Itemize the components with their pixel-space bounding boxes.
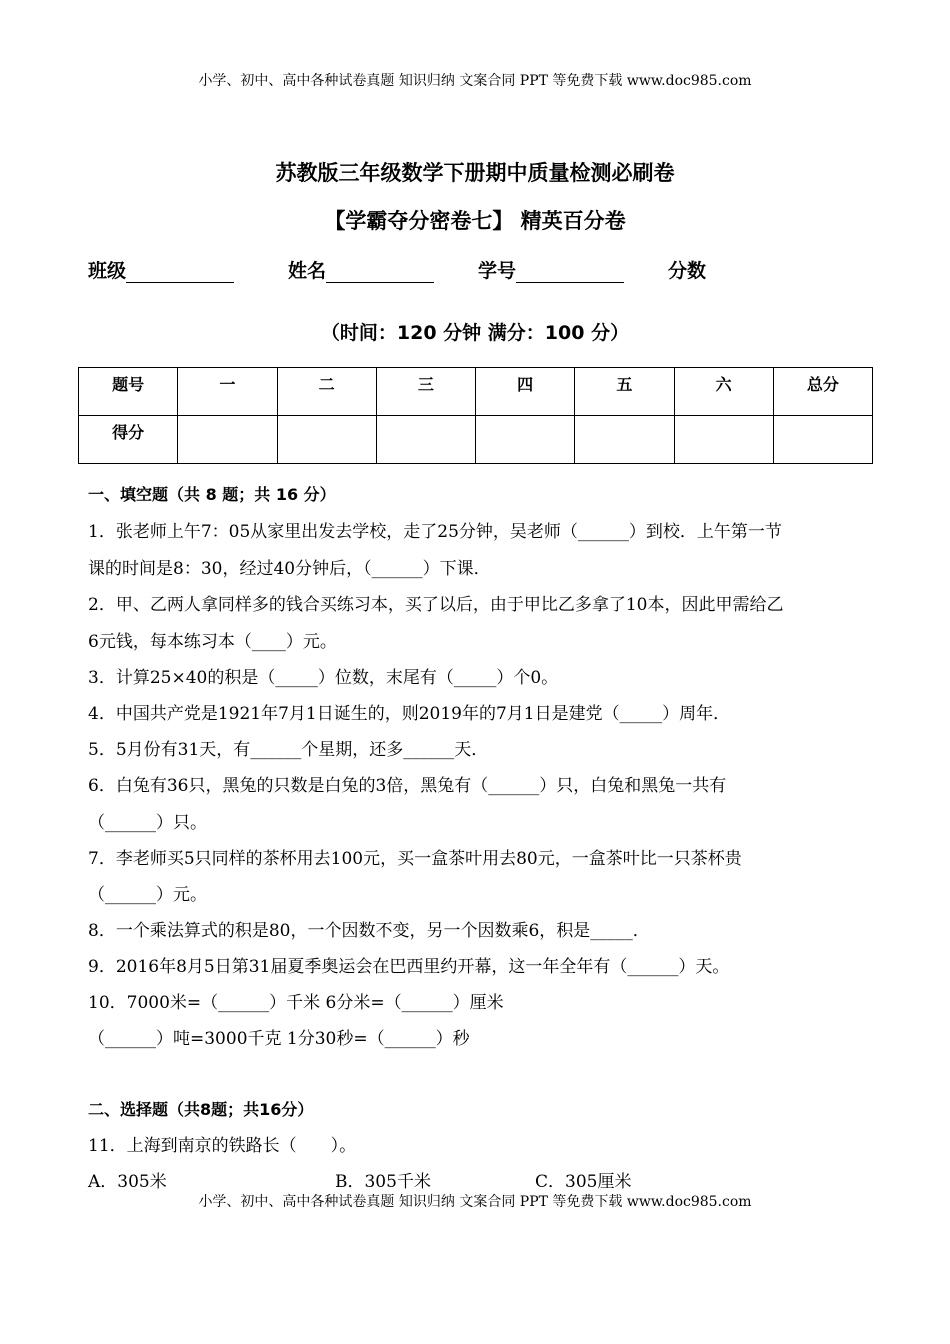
question-line: 1．张老师上午7：05从家里出发去学校，走了25分钟，吴老师（______）到校．上午第一节 [88,522,782,542]
question-line: 3．计算25×40的积是（_____）位数，末尾有（_____）个0。 [88,668,559,688]
table-header: 题号 [79,368,178,416]
question-line: （______）吨=3000千克 1分30秒=（______）秒 [88,1029,470,1049]
question-line: 课的时间是8：30，经过40分钟后，（______）下课． [88,559,491,579]
question-line: 10．7000米=（______）千米 6分米=（______）厘米 [88,993,504,1013]
question-11: 11．上海到南京的铁路长（ ）。 [88,1136,357,1156]
page-header: 小学、初中、高中各种试卷真题 知识归纳 文案合同 PPT 等免费下载 www.doc985.com [198,73,752,89]
name-label: 姓名 [288,260,327,282]
class-label: 班级 [88,260,127,282]
score-cell[interactable] [277,416,376,464]
question-line: （______）只。 [88,813,207,833]
time-info: （时间：120 分钟 满分：100 分） [320,322,630,344]
table-header-row [79,368,873,416]
table-header: 六 [674,368,773,416]
score-table [78,367,873,464]
question-line: 5．5月份有31天，有______个星期，还多______天． [88,740,489,760]
score-cell[interactable] [674,416,773,464]
score-cell[interactable] [773,416,872,464]
table-header: 四 [476,368,575,416]
page-footer: 小学、初中、高中各种试卷真题 知识归纳 文案合同 PPT 等免费下载 www.doc985.com [198,1194,752,1210]
table-header: 五 [575,368,674,416]
question-line: （______）元。 [88,885,207,905]
score-cell[interactable] [575,416,674,464]
question-line: 4．中国共产党是1921年7月1日诞生的，则2019年的7月1日是建党（_____）周年． [88,704,731,724]
table-header: 二 [277,368,376,416]
class-field[interactable] [88,256,234,283]
score-cell[interactable] [178,416,277,464]
question-line: 8．一个乘法算式的积是80，一个因数不变，另一个因数乘6，积是_____． [88,921,650,941]
section-2-heading: 二、选择题（共8题；共16分） [88,1100,314,1119]
question-line: 7．李老师买5只同样的茶杯用去100元，买一盒茶叶用去80元，一盒茶叶比一只茶杯贵 [88,849,742,869]
section-1-heading: 一、填空题（共 8 题；共 16 分） [88,485,336,504]
id-label: 学号 [478,260,517,282]
name-field[interactable] [288,256,434,283]
table-header: 三 [376,368,475,416]
table-row [79,416,873,464]
student-id-field[interactable] [478,256,624,283]
exam-title: 苏教版三年级数学下册期中质量检测必刷卷 [275,161,675,185]
row-label: 得分 [79,416,178,464]
option-b[interactable]: B．305千米 [335,1172,431,1192]
score-cell[interactable] [476,416,575,464]
question-line: 6．白兔有36只，黑兔的只数是白兔的3倍，黑兔有（______）只，白兔和黑兔一共有 [88,776,727,796]
score-cell[interactable] [376,416,475,464]
question-line: 9．2016年8月5日第31届夏季奥运会在巴西里约开幕，这一年全年有（______）天。 [88,957,730,977]
option-a[interactable]: A．305米 [88,1172,167,1192]
option-c[interactable]: C．305厘米 [535,1172,632,1192]
score-label: 分数 [668,260,707,282]
question-line: 6元钱，每本练习本（____）元。 [88,632,337,652]
exam-subtitle: 【学霸夺分密卷七】 精英百分卷 [324,209,626,233]
table-header: 一 [178,368,277,416]
question-line: 2．甲、乙两人拿同样多的钱合买练习本，买了以后，由于甲比乙多拿了10本，因此甲需给乙 [88,595,784,615]
table-header: 总分 [773,368,872,416]
